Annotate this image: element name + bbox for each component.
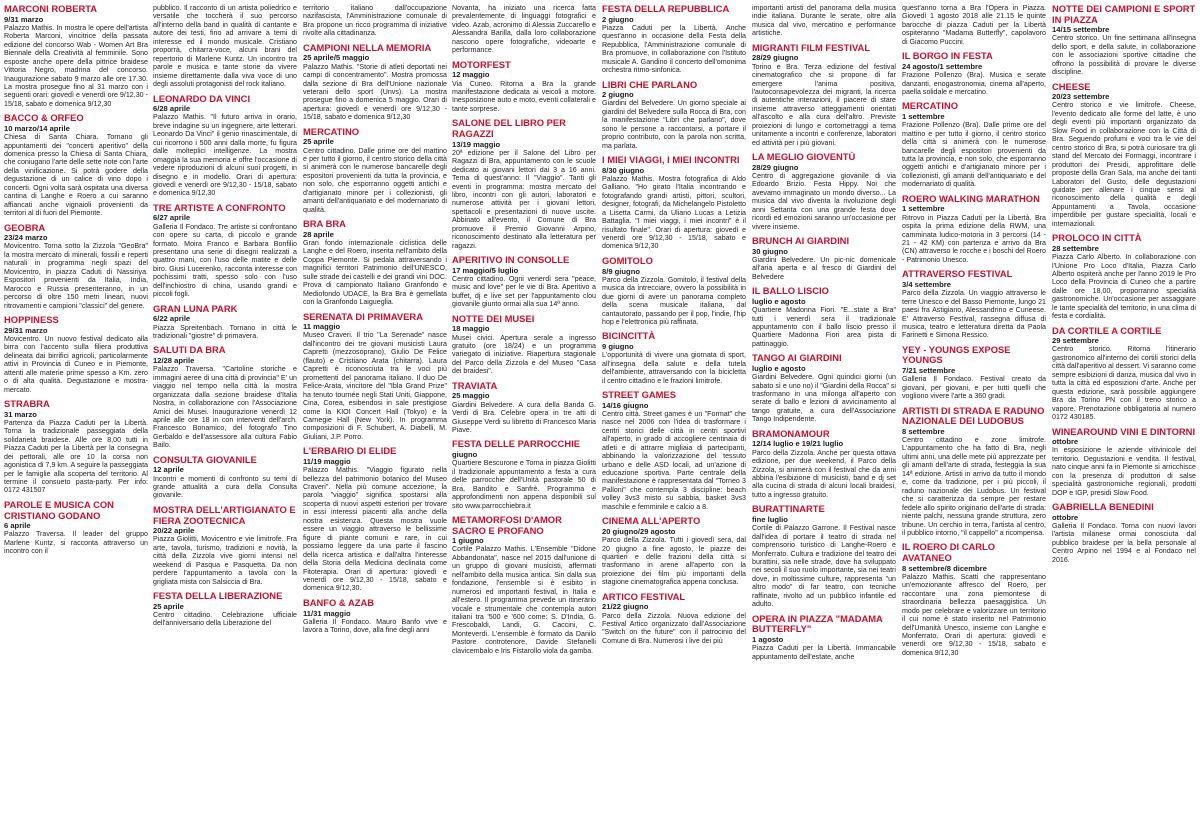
event-entry: [303, 127, 447, 214]
event-title: OPERA IN PIAZZA "MADAMA BUTTERFLY": [752, 612, 883, 635]
event-entry: [452, 439, 596, 510]
event-description: Partenza da Piazza Caduti per la Libertà. Torna la tradizionale passeggiata della solidarietà braidese. Alle ore 8,00 tutti in Piazza Caduti per la Libertà per la consegna dei pettorali, alle ore 10 la corsa non agonistica di 7,9 km. A seguire la passeggiata per le famiglie alla scoperta del territorio. Al termine il consueto pasta-party. Per info: 0172 431507: [4, 418, 148, 495]
event-title: BANFO & AZAB: [303, 596, 374, 608]
calendar-column: [452, 4, 596, 834]
event-description: Parco della Zizzola. Gomitolo, il festival della musica da intrecciare, ovvero la possibilità in due giorni di avere un panorama completo della scena musicale italiana, dal cantautorato, passando per il pop, l'indie, l'hip hop e l'elettronica più raffinata.: [602, 275, 746, 326]
event-date: 1 giugno: [452, 536, 484, 546]
event-entry: [153, 94, 297, 198]
event-date: 25 aprile: [153, 601, 184, 611]
event-entry: [4, 399, 148, 495]
event-date: 8/9 giugno: [602, 266, 640, 276]
event-date: 8 settembre: [902, 426, 945, 436]
event-date: 1 settembre: [902, 112, 945, 122]
event-date: 8/30 giugno: [602, 165, 645, 175]
event-entry: [752, 236, 896, 281]
event-title: MERCATINO: [902, 100, 959, 112]
event-title: CINEMA ALL'APERTO: [602, 515, 701, 527]
event-description: Centro cittadino e zone limitrofe. L'appuntamento che ha fatto di Bra, negli ultimi anni, una delle mete più apprezzate per gli amanti dell'arte di strada, festeggia la sua 14ª edizione. Artisti in arrivo da tutto il mondo e, come da tradizione, per i più piccoli, il raduno nazionale dei Ludobus. Un festival che si caratterizza da sempre per restare fedele allo spirito originario dell'arte di strada: niente palchi, nessuna grande struttura, zero tribune. Un cerchio in terra, l'artista al centro, il pubblico intorno, "il cappello" a ricompensa.: [902, 436, 1046, 537]
event-title: MOTORFEST: [452, 58, 511, 70]
event-description: Palazzo Mathis. Scatti che rappresentano un'emozionante affresco del Roero, per raccontare una zona piemontese di straordinaria bellezza paesaggistica. Un modo per celebrare e valorizzare un territorio il cui nome è stato inserito nel Patrimonio dell'Umanità Unesco, insieme con Langhe e Monferrato. Orari di apertura: giovedì e venerdì ore 9/12,30 - 15/18, sabato e domenica 9/12,30: [902, 572, 1046, 657]
event-title: STREET GAMES: [602, 389, 676, 401]
event-entry: [303, 43, 447, 122]
event-date: 3/4 settembre: [902, 279, 951, 289]
event-entry: [452, 4, 596, 55]
event-entry: [752, 152, 896, 231]
event-description: Museo Craveri. Il trio "La Serenade" nasce dall'incontro dei tre giovani musicisti Laura Capretti (mezzosoprano), Giulio De Felice (flauto) e Cristiano Arata (chitarra). Laura Capretti è riconosciuta tra le voci più promettenti del panorama italiano. Il duo De Felice-Arata, vincitore del "Ibla Grand Prize" ha tenuto tournée negli Stati Uniti, Giappone, Cina, Corea, esibendosi in sale prestigiose come la KIOI Concert Hall (Tokyo) e la Carnegie Hall (New York). In programma composizioni di F. Schubert, A. Diabelli, M. Giuliani, J.P. Porro.: [303, 331, 447, 441]
event-date: 11/19 maggio: [303, 456, 351, 466]
event-entry: [452, 60, 596, 114]
event-date: 28/29 giugno: [752, 53, 799, 63]
event-title: ROERO WALKING MARATHON: [902, 192, 1040, 204]
event-entry: [153, 505, 297, 586]
event-description: Parco della Zizzola. Nuova edizione del Festival Artico organizzato dall'Associazione "Switch on the future" con il patrocinio del Comune di Bra. Numerosi i live dei più: [602, 611, 746, 645]
event-date: 12 aprile: [153, 465, 184, 475]
event-title: TRE ARTISTE A CONFRONTO: [153, 201, 286, 213]
event-entry: [4, 500, 148, 556]
event-description: 20ª edizione per il Salone del Libro per Ragazzi di Bra, appuntamento con le scuole dedicato ai giovani lettori dai 3 a 16 anni. Tema di quest'anno: Il "Viaggio". Tanti gli eventi in programma: mostra mercato del libro, incontri con gli autori, laboratori e numerose attività per i giovani lettori, spettacoli e presentazioni di nuove uscite. Abbinato all'evento, il Comune di Bra promuove il Premio Giovanni Arpino, riconoscimento destinato alla letteratura per ragazzi.: [452, 148, 596, 250]
event-description: Palazzo Mathis. "Il futuro arriva in orario, breve indagine su un ingegnere, arte letterari. Leonardo Da Vinci" il genio rinascimentale, di cui ricorrono i 500 anni dalla morte, fu figura dalle molteplici intelligenze. La mostra omaggia la sua memoria e offre l'occasione di vedere riproduzioni di alcuni suoi progetti, in disegno e in modello. Orari di apertura: giovedì e venerdì ore 9/12,30 - 15/18, sabato e domenica 9/12,30: [153, 113, 297, 198]
event-entry: [303, 312, 447, 442]
event-description: In esposizione le aziende vitivinicole del territorio. Degustazioni e vendita. Il festival, nato cinque anni fa in Piemonte si arricchisce con la presenza di produttori di salse specialità gastronomiche regionali, prodotti DOP e IGP, presidi Slow Food.: [1052, 446, 1196, 497]
event-title: NOTTE DEI MUSEI: [452, 312, 535, 324]
event-entry: [752, 286, 896, 348]
event-title: IL BALLO LISCIO: [752, 285, 829, 297]
event-title: SALONE DEL LIBRO PER RAGAZZI: [452, 117, 566, 139]
event-entry: [153, 4, 297, 89]
event-entry: [752, 429, 896, 500]
event-entry: [4, 223, 148, 310]
event-date: 12 maggio: [452, 70, 490, 80]
event-entry: [602, 80, 746, 151]
event-description: Parco della Zizzola. Un viaggio attraverso le terre Unesco e del Basso Piemonte, lungo 21 paesi fra Astigiano, Alessandrino e Cuneese. E' Attraverso Festival, rassegna diffusa di musica, teatro e letteratura diretta da Paola Farinetti e Simona Ressico.: [902, 289, 1046, 340]
event-date: 10 marzo/14 aprile: [4, 123, 70, 133]
event-date: 14/16 giugno: [602, 400, 649, 410]
event-description: pubblico. Il racconto di un artista poliedrico e versatile che toccherà il suo percorso all'interno della band in qualità di cantante e autore dei testi, fino ad arrivare a temi di interesse ed il mondo musicale. Cristiano proporrà, chitarra-voce, alcuni brani del repertorio di Marlene Kuntz. Un incontro tra parole e musica e tante storie da vivere insieme direttamente dalla viva voce di uno degli assoluti protagonisti del rock italiano.: [153, 4, 297, 89]
event-title: BRAMONAMOUR: [752, 427, 830, 439]
event-description: Piazza Caduti per la Libertà. Immancabile appuntamento dell'estate, anche: [752, 644, 896, 661]
event-date: 23/24 marzo: [4, 233, 48, 243]
event-date: 14/15 settembre: [1052, 25, 1110, 35]
event-description: Centro cittadino. Ogni venerdì sera "peace, music and love" per le vie di Bra. Aperitivo a buffet, dj e live set per l'appuntamento clou giovanile giunto ormai alla sua 14ª anno.: [452, 274, 596, 309]
event-title: MIGRANTI FILM FESTIVAL: [752, 41, 871, 53]
event-entry: [1052, 502, 1196, 564]
event-title: FESTA DELLA REPUBBLICA: [602, 4, 730, 14]
event-entry: [602, 155, 746, 251]
event-title: NOTTE DEI CAMPIONI E SPORT IN PIAZZA: [1052, 4, 1196, 25]
event-description: importanti artisti del panorama della musica indie italiana. Durante le serate, oltre alla musica dal vivo, mercatino e performance artistiche.: [752, 4, 896, 38]
event-description: Giardini Belvedere. Ogni quindici giorni (un sabato sì e uno no) il "Giardini della Rocca" si trasformano in una milonga all'aperto con serate di ballo e lezioni di avvicinamento al tango gratuite, a cura dell'Associazione Tango Indipendente.: [752, 373, 896, 424]
event-entry: [153, 591, 297, 628]
event-entry: [602, 331, 746, 385]
event-entry: [303, 4, 447, 38]
event-date: 25 aprile: [303, 137, 334, 147]
event-entry: [602, 256, 746, 327]
event-title: GOMITOLO: [602, 254, 653, 266]
event-description: Quartiere Bescurone e Torna in piazza Giolitti il tradizionale appuntamento a festa a cura delle parrocchie dell'Unità pastorale 50 di Bra, Bandito e Sanfrè. Programma e approfondimenti non appena disponibili sul sito www.parrocchiebra.it: [452, 459, 596, 510]
event-description: Centro cittadino. Dalle prime ore del mattino e per tutto il giorno, il centro storico della città si animerà con le numerose bancarelle degli espositori provenienti da tutta la provincia, e non solo, che esporranno oggetti antichi e d'artigianato minore per i collezionisti, gli amanti dell'antiquariato e del modernariato di qualità.: [303, 146, 447, 214]
event-title: BICINCITTÀ: [602, 330, 656, 342]
event-entry: [902, 542, 1046, 657]
event-date: giugno: [452, 450, 478, 460]
event-description: Incontri e momenti di confronto su temi di grande attualità a cura della Consulta giovanile.: [153, 474, 297, 500]
event-date: 11/31 maggio: [303, 608, 351, 618]
event-entry: [1052, 233, 1196, 320]
event-date: 6 aprile: [4, 521, 31, 531]
event-date: 1 settembre: [902, 204, 945, 214]
event-entry: [303, 446, 447, 593]
event-description: Quartiere Madonna Fiori. "E...state a Bra" tutti i venerdì sera il tradizionale appuntamento con il ballo liscio presso il Quartiere Madonna Fiori area pista di pattinaggio.: [752, 306, 896, 348]
event-description: Piazza Spreitenbach. Tornano in città le tradizionali "giostre" di primavera.: [153, 323, 297, 340]
event-title: BACCO & ORFEO: [4, 112, 84, 124]
event-entry: [303, 219, 447, 306]
event-date: 9 giugno: [602, 342, 634, 352]
event-description: Centro storico e vie limitrofe. Cheese, l'evento dedicato alle forme del latte, è uno degli eventi più importanti organizzato da Slow Food in collaborazione con la Città di Bra. Seguendo profumi e voci tra le vie del centro storico di Bra, si potrà curiosare tra gli stand del Mercato dei Formaggi, incontrare i produttori dei Presidi, approfittare delle proposte della Gran Sala, ma anche dei tanti Laboratori del Gusto, delle degustazioni guidate per allenare i cinque sensi al riconoscimento della qualità e degli Appuntamenti a Tavola, occasione imperdibile per gustare specialità, locali e internazionali.: [1052, 101, 1196, 228]
event-entry: [602, 516, 746, 587]
event-title: FESTA DELLA LIBERAZIONE: [153, 590, 283, 602]
event-date: 21/22 giugno: [602, 602, 649, 612]
event-description: Ritrovo in Piazza Caduti per la Libertà. Bra ospita la prima edizione della RWM, una camminata ludico-motoria in 3 percorsi (14 - 21 - 42 KM) con partenza e arrivo da Bra (CN) attraverso le rocche e i boschi del Roero - Patrimonio Unesco.: [902, 213, 1046, 264]
event-description: Chiesa di Santa Chiara. Tornano gli appuntamenti dei "concerti aperitivo" della domenica presso la Chiesa di Santa Chiara, che coniugano l'arte delle sette note con l'arte della vinificazione. Si potrà godere della degustazione di un calice di vino dopo i concerti. Ogni volta sarà ospitata una diversa cantina di Langhe e Roero a cui saranno affiancati anche vignaioli provenienti da territori al di fuori del Piemonte.: [4, 133, 148, 218]
event-description: Palazzo Mathis. In mostra le opere dell'artista Roberta Marconi, vincitrice della passata edizione del concorso Wab - Women Art Bra Biennale della Creatività al femminile. Sono esposte anche opere della pittrice braidese Vittoria Negro, madrina del concorso. Inaugurazione sabato 9 marzo alle ore 17.30. La mostra prosegue fino al 31 marzo con i seguenti orari: giovedì e venerdì ore 9/12,30 - 15/18, sabato e domenica 9/12,30: [4, 23, 148, 108]
event-entry: [902, 194, 1046, 265]
event-title: ATTRAVERSO FESTIVAL: [902, 268, 1013, 280]
event-description: Movicentro. Torna sotto la Zizzola "GeoBra" la mostra mercato di minerali, fossili e reperti naturali in programma negli spazi del Movicentro, in piazza Caduti di Nassiriya. Espositori provenienti da Italia, India, Marocco e Russia presenteranno, in un percorso di oltre 150 metri lineari, nuovi ritrovamenti e campioni "classici" del genere.: [4, 242, 148, 310]
event-description: L'opportunità di vivere una giornata di sport, all'insegna della salute e della tutela dell'ambiente, attraversando con la bicicletta il centro cittadino e le frazioni limitrofe.: [602, 351, 746, 385]
event-title: STRABRA: [4, 398, 50, 410]
event-description: Giardini del Belvedere. Un giorno speciale ai giardini del Belvedere sulla Rocca di Bra, con la manifestazione "Libri che parlano", dove sono le persone a raccontarsi, a portare il proprio contributo, con la parola non scritta, ma parlata.: [602, 99, 746, 150]
event-description: Palazzo Mathis. Mostra fotografica di Aldo Galliano. "Ho girato l'Italia incontrando e fotografando grandi artisti, pittori, scultori, designer, fotografi, da Michelangelo Pistoletto a Lisetta Carmi, da Uliano Lucas a Letizia Battaglia. "I miei viaggi, i miei incontri" è il risultato finale". Orari di apertura: giovedì e venerdì ore 9/12,30 - 15/18, sabato e domenica 9/12,30: [602, 174, 746, 251]
event-description: Gran fondo internazionale ciclistica delle Langhe e del Roero, inserita nell'ambito della Coppa Piemonte. Si pedala attraversando i magnifici territori Patrimonio dell'UNESCO, sulle strade dei castelli e dei grandi vini DOC. Prova di campionato Italiano Granfondo e Mediofondo UDACE, la Bra Bra è gemellata con la Granfondo Laigueglia.: [303, 239, 447, 307]
event-entry: [303, 598, 447, 635]
event-date: 20 giugno/29 agosto: [602, 526, 676, 536]
event-description: quest'anno torna a Bra l'Opera in Piazza. Giovedì 1 agosto 2018 alle 21.15 le quinte barocche di piazza Caduti per la Libertà ospiteranno "Madama Butterfly", capolavoro di Giacomo Puccini.: [902, 4, 1046, 46]
event-title: LIBRI CHE PARLANO: [602, 78, 698, 90]
event-title: L'ERBARIO DI ELIDE: [303, 445, 397, 457]
event-entry: [902, 101, 1046, 188]
event-entry: [452, 515, 596, 655]
event-description: Palazzo Mathis. "Viaggio figurato nella bellezza del patrimonio botanico del Museo Craveri". Nella più comune accezione, la parola "viaggio" significa spostarsi alla scoperta di nuovi aspetti esteriori per trovare in essi interessi piacenti alla anche della nostra esistenza. Questa mostra vuole essere un viaggio attraverso le bellissime figure di piante comuni e rare, in cui possiamo leggere da una parte il fascino della ricerca artistica e dall'altra l'interesse della Storia della Medicina declinata come Fitoterapia. Orari di apertura: giovedì e venerdì ore 9/12,30 - 15/18, sabato e domenica 9/12,30.: [303, 466, 447, 593]
event-title: APERITIVO IN CONSOLLE: [452, 254, 570, 266]
event-date: 28 settembre: [1052, 243, 1099, 253]
event-entry: [752, 504, 896, 608]
event-title: DA CORTILE A CORTILE: [1052, 324, 1162, 336]
event-title: SALUTI DA BRA: [153, 344, 226, 356]
event-date: 25 aprile/5 maggio: [303, 53, 370, 63]
event-title: FESTA DELLE PARROCCHIE: [452, 438, 580, 450]
event-date: 6/22 aprile: [153, 314, 191, 324]
event-description: Cortile di Palazzo Garrone. Il Festival nasce dall'idea di portare il teatro di strada nel comprensorio turistico di Langhe-Roero e Monferrato. Cultura e tradizione del teatro dei burattini, sia nelle strade, dove ha sviluppato nei secoli il suo ruolo importante, sia nei teatri dove, in moltissime culture, rappresenta "un altro modo" di far teatro, con tecniche raffinate, rivolto ad un pubblico infantile ed adulto.: [752, 524, 896, 609]
event-title: YEY - YOUNGS EXPOSE YOUNGS: [902, 343, 1011, 366]
event-description: Giardini Belvedere. Un pic-nic domenicale all'aria aperta e al fresco di Giardini del Belvedere: [752, 255, 896, 281]
event-title: GRAN LUNA PARK: [153, 302, 238, 314]
event-description: Novanta, ha iniziato una ricerca fatta prevalentemente di linguaggi fotografici e video. Azab, acronimo di Alessia Zuccarello e Alessandra Barilla, dalla loro collaborazione nascono opere fotografiche, videoarte e performance.: [452, 4, 596, 55]
event-date: 2 giugno: [602, 14, 634, 24]
event-description: Galleria Il Fondaco. Festival creato da giovani, per giovani, e per tutti quelli che vogliono vivere l'arte a 360 gradi.: [902, 375, 1046, 401]
event-title: PROLOCO IN CITTÀ: [1052, 232, 1142, 244]
event-entry: [902, 345, 1046, 401]
event-title: IL ROERO DI CARLO AVATANEO: [902, 541, 996, 564]
event-description: Parco della Zizzola. Anche per questa ottava edizione, per due weekend, il Parco della Zizzola, si animerà con il festival che da anni abbina l'esibizione di musicisti, band e dj set alla cucina di strada di alcuni locali braidesi, tutto a ingresso gratuito.: [752, 448, 896, 499]
event-title: CONSULTA GIOVANILE: [153, 453, 257, 465]
event-title: BRUNCH AI GIARDINI: [752, 235, 850, 247]
event-description: Movicentro. Un nuovo festival dedicato alla birra con l'accento sulla filiera produttiva delineata dai birrifici agricoli, particolarmente attivi in Provincia di Cuneo e in Piemonte, attenti alle materie prime spesso a Km. zero o di alta qualità. Degustazione e mostra-mercato.: [4, 334, 148, 394]
event-date: 2 giugno: [602, 90, 634, 100]
event-date: 8 settembre/8 dicembre: [902, 563, 987, 573]
calendar-column: [153, 4, 297, 834]
event-description: Galleria Il Fondaco. Torna con nuovi lavori l'artista milanese ormai conosciuta dal pubblico braidese per la bella personale al Centro Arpino nel 1994 e al Fondaco nel 2016.: [1052, 521, 1196, 564]
event-entry: [1052, 4, 1196, 77]
event-entry: [452, 314, 596, 376]
event-title: MARCONI ROBERTA: [4, 4, 98, 14]
event-entry: [752, 4, 896, 38]
event-description: Centro storico. Ritorna l'itinerario gastronomico all'interno dei cortili storici della città dall'aperitivo al dessert. Vi saranno come sempre esibizioni di danza, musica dal vivo in tutta la città ed esposizioni d'arte. Anche per questa edizione, sarà possibile aggiungere Bra da Torino PN con il treno storico a vapore. Prenotazione obbligatoria al numero 0172 430185.: [1052, 345, 1196, 422]
event-date: 25 maggio: [452, 391, 490, 401]
event-description: Parco della Zizzola. Tutti i giovedì sera, dal 20 giugno a fine agosto, le piazze dei quartieri e delle frazioni della città si trasformano in arene all'aperto con la proiezione dei film più importanti della stagione cinematografica appena conclusa.: [602, 536, 746, 587]
event-title: BURATTINARTE: [752, 503, 825, 515]
event-title: CAMPIONI NELLA MEMORIA: [303, 41, 432, 53]
event-title: WINEAROUND VINI E DINTORNI: [1052, 425, 1196, 437]
event-date: 20/23 settembre: [1052, 92, 1110, 102]
event-date: luglio e agosto: [752, 363, 806, 373]
event-description: Musei civici. Apertura serale a ingresso gratuito (ore 18/24) e un programma variegato di iniziative. Riapertura stagionale del Parco della Zizzola e del Museo "Casa dei braidesi".: [452, 333, 596, 376]
event-date: 7/21 settembre: [902, 366, 956, 376]
event-date: fine luglio: [752, 514, 788, 524]
event-date: 18 maggio: [452, 324, 490, 334]
event-description: Centro di aggregazione giovanile di via Edoardo Brizio. Festa Hippy. Noi che avevamo immaginato un mondo diverso... La musica dal vivo diventa la rivoluzione degli anni Settanta con una grande festa dove ricordi ed emozioni saranno un'occasione per vivere insieme.: [752, 171, 896, 231]
event-title: LEONARDO DA VINCI: [153, 92, 251, 104]
event-date: 12/28 aprile: [153, 356, 195, 366]
event-entry: [1052, 82, 1196, 229]
event-date: 11 maggio: [303, 322, 341, 332]
event-title: PAROLE E MUSICA CON CRISTIANO GODANO: [4, 498, 114, 521]
event-date: 6/27 aprile: [153, 213, 191, 223]
event-title: TANGO AI GIARDINI: [752, 352, 842, 364]
event-description: Palazzo Mathis. "Storie di atleti deportati nei campi di concentramento". Mostra promossa dalla sezione di Bra dell'Unione nazionale veterani dello sport (Unvs). La mostra prosegue fino a domenica 5 maggio. Orari di apertura: giovedì e venerdì ore 9/12,30 - 15/18, sabato e domenica 9/12,30: [303, 62, 447, 122]
event-entry: [602, 390, 746, 511]
event-entry: [153, 304, 297, 341]
calendar-column: [752, 4, 896, 834]
calendar-column: [602, 4, 746, 834]
event-date: 30 giugno: [752, 246, 788, 256]
event-title: HOPPINESS: [4, 314, 59, 326]
event-entry: [4, 4, 148, 108]
event-title: I MIEI VIAGGI, I MIEI INCONTRI: [602, 154, 740, 166]
event-description: Centro città. Street games è un "Format" che nasce nel 2006 con l'idea di trasformare i centri storici delle città in centri sportivi all'aperto, in grado di accogliere centinaia di atleti e di attrarre migliaia di partecipanti, abbinando la valorizzazione del tessuto urbano e delle ASD locali, ad un'azione di educazione sportiva. Parte centrale della manifestazione è rappresentata dal "Torneo 3 Palloni" che contempla 3 discipline: beach volley 3vs3 misto su sabbia, basket 3vs3 maschile e femminile e calcio a 8.: [602, 409, 746, 511]
event-description: Piazza Giolitti, Movicentro e vie limitrofe. Fra arte, tavola, turismo, tradizioni e novità, la città della Zizzola vive giorni intensi nel weekend di Pasqua e Pasquetta. Da non perdere l'appuntamento a tavola con la grigliata mista con Salsiccia di Bra.: [153, 535, 297, 586]
event-entry: [902, 51, 1046, 96]
event-date: 31 marzo: [4, 409, 37, 419]
event-entry: [153, 455, 297, 500]
event-title: MERCATINO: [303, 125, 360, 137]
event-entry: [752, 43, 896, 147]
event-description: Galleria Il Fondaco. Mauro Banfo vive e lavora a Torino, dove, alla fine degli anni: [303, 617, 447, 635]
calendar-column: [902, 4, 1046, 834]
event-description: Centro storico. Un fine settimana all'insegna dello sport, e della salute, in collaborazione con le associazioni sportive cittadine che offrono la possibilità di provare le diverse discipline.: [1052, 34, 1196, 77]
event-date: 17 maggio/5 luglio: [452, 265, 519, 275]
event-description: Galleria Il Fondaco. Tre artiste si confrontano con opere su carta, di piccolo e grande formato. Moira Franco e Barbara Bonfilio presentano una serie di disegni realizzati a quattro mani, con l'uso delle matite e delle biro. Giusi Lucerenko, racconta interesse con pochissimi tratti, spesso solo con l'uso dell'inchiostro di china, usando grandi e piccoli fogli.: [153, 222, 297, 299]
event-date: 1 agosto: [752, 634, 784, 644]
event-title: ARTICO FESTIVAL: [602, 590, 686, 602]
event-entry: [4, 113, 148, 217]
event-title: LA MEGLIO GIOVENTÙ: [752, 151, 856, 163]
event-title: GABRIELLA BENEDINI: [1052, 501, 1154, 513]
event-entry: [1052, 427, 1196, 498]
event-entry: [452, 255, 596, 309]
event-entry: [153, 203, 297, 299]
event-title: MOSTRA DELL'ARTIGIANATO E FIERA ZOOTECNICA: [153, 503, 296, 526]
event-entry: [452, 381, 596, 435]
event-entry: [602, 592, 746, 646]
event-title: METAMORFOSI D'AMOR SACRO E PROFANO: [452, 513, 562, 536]
event-date: 29 settembre: [1052, 336, 1099, 346]
calendar-column: [1052, 4, 1196, 834]
event-entry: [902, 269, 1046, 340]
event-description: territorio italiano dall'occupazione nazifascista, l'Amministrazione comunale di Bra propone un ricco programma di iniziative rivolte alla cittadinanza.: [303, 4, 447, 38]
event-description: Palazzo Traversa. "Cartoline storiche e immagini aeree di una città di provincia" E' un viaggio nel tempo nella città la mostra organizzata dalla sezione braidese d'Italia Nostra, in collaborazione con l'Associazione Amici dei Musei. Inaugurazione venerdì 12 aprile alle ore 18 in con interventi dell'arch. Francesco Bonamico, del fotografo Tino Gerbaldo e dell'assessore alla cultura Fabio Bailo.: [153, 365, 297, 450]
event-date: 28 aprile: [303, 229, 334, 239]
event-date: 24 agosto/1 settembre: [902, 61, 983, 71]
event-description: Centro cittadino. Celebrazione ufficiale dell'anniversario della Liberazione del: [153, 610, 297, 628]
event-title: CHEESE: [1052, 80, 1091, 92]
calendar-column: [303, 4, 447, 834]
event-date: 12/14 luglio e 19/21 luglio: [752, 439, 844, 449]
event-description: Piazza Caduti per la Libertà. Anche quest'anno in occasione della Festa della Repubblica, l'Amministrazione comunale di Bra promuove, in collaborazione con l'Istituto musicale A. Gandino il concerto dell'omonima orchestra ritmo-sinfonica.: [602, 23, 746, 75]
event-title: SERENATA DI PRIMAVERA: [303, 310, 423, 322]
event-entry: [153, 345, 297, 449]
event-date: 28/29 giugno: [752, 162, 799, 172]
event-description: Frazione Pollenzo (Bra). Musica e serate danzanti, enogastronomia, cinema all'aperto, paella solidale e mercatino.: [902, 71, 1046, 96]
event-date: luglio e agosto: [752, 296, 806, 306]
event-description: Via Cuneo. Ritorna a Bra la grande manifestazione dedicata ai veicoli a motore. Inesposizione auto e moto, eventi collaterali e tante sorprese.: [452, 79, 596, 113]
event-entry: [602, 4, 746, 75]
event-entry: [452, 118, 596, 250]
event-date: ottobre: [1052, 437, 1079, 447]
calendar-column: [4, 4, 148, 834]
event-entry: [752, 353, 896, 424]
event-date: 20/22 aprile: [153, 526, 195, 536]
event-title: IL BORGO IN FESTA: [902, 50, 993, 62]
event-title: BRA BRA: [303, 218, 346, 230]
event-description: Cortile Palazzo Mathis. L'Ensemble "Didone Abbandonata", nasce nel 2015 dall'unione di un gruppo di giovani musicisti, affermati nell'ambito della musica antica. Sin dalla sua fondazione, l'ensemble si è esibito in numerosi ed importanti festival, in Italia e all'estero. Il programma prevede un itinerario vocale e strumentale che contempla autori italiani tra '500 e '600 come: S. D'India, G. Frescobaldi, Landi, G. Caccini, C. Monteverdi. L'ensemble è formato da Danilo Pastore controtenore, Davide Stefanelli clavicembalo e Iris Fistarollo viola da gamba.: [452, 545, 596, 655]
event-entry: [902, 406, 1046, 538]
event-entry: [902, 4, 1046, 46]
event-date: ottobre: [1052, 512, 1079, 522]
event-date: 9/31 marzo: [4, 14, 44, 24]
event-title: ARTISTI DI STRADA E RADUNO NAZIONALE DEI LUDOBUS: [902, 404, 1045, 427]
event-date: 6/28 aprile: [153, 104, 191, 114]
event-entry: [1052, 326, 1196, 422]
event-description: Giardini Belvedere. A cura della Banda G. Verdi di Bra. Celebre opera in tre atti di Giuseppe Verdi su libretto di Francesco Maria Piave.: [452, 400, 596, 434]
event-description: Frazione Pollenzo (Bra). Dalle prime ore del mattino e per tutto il giorno, il centro storico della città si animerà con le numerose bancarelle degli espositori provenienti da tutta la provincia, e non solo, che esporranno oggetti antichi e d'artigianato minore per i collezionisti, gli amanti dell'antiquariato e del modernariato di qualità.: [902, 121, 1046, 189]
event-entry: [4, 315, 148, 394]
event-entry: [752, 614, 896, 661]
event-title: TRAVIATA: [452, 379, 498, 391]
event-description: Torino e Bra. Terza edizione del festival cinematografico che si propone di far emergere l'anima positiva, l'autoconsapevolezza dei migranti, la ricerca di autentiche interazioni, il piacere di stare insieme attraverso atteggiamenti orientati all'ascolto e alla cura dell'altro. Previste proiezioni di lungo e cortometraggi a tema unitamente a incontri e conferenze, laboratori ed attività per i più giovani.: [752, 62, 896, 147]
event-title: GEOBRA: [4, 221, 46, 233]
event-description: Piazza Carlo Alberto. In collaborazione con l'Unione Pro Loco d'Italia, Piazza Carlo Alberto ospiterà anche per l'anno 2019 le Pro Loco della Provincia di Cuneo che a partire dalle ore 18,00, proporranno specialità gastronomiche. Un'occasione per assaggiare le tante specialità del territorio, in una clima di festa e cordialità.: [1052, 253, 1196, 321]
event-date: 29/31 marzo: [4, 325, 48, 335]
event-description: Palazzo Traversa. Il leader del gruppo Marlene Kuntz, si racconta attraverso un incontro con il: [4, 530, 148, 556]
event-date: 13/19 maggio: [452, 139, 501, 149]
